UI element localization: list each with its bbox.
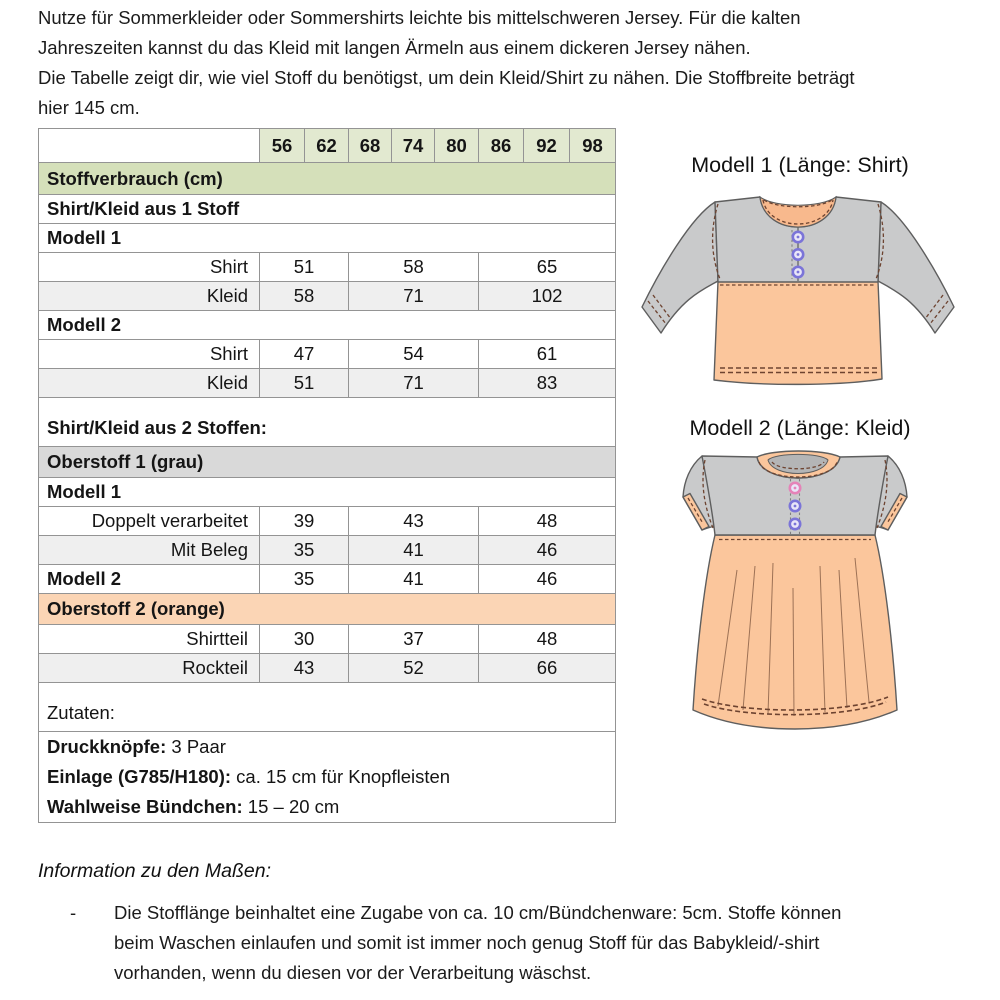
info-section-title: Information zu den Maßen: [38,860,272,882]
button-dot-icon [797,253,800,256]
value-cell: 58 [260,282,349,311]
fabric-requirements-table [38,128,616,823]
value-cell: 30 [260,625,349,654]
row-label: Mit Beleg [39,536,260,565]
section-row-oberstoff-1 [39,447,616,478]
row-label: Shirt [39,253,260,282]
zutaten-value: ca. 15 cm für Knopfleisten [231,766,451,787]
value-cell: 48 [479,625,616,654]
size-cell: 92 [524,129,570,163]
shirt-right-sleeve [878,202,954,333]
zutaten-value: 3 Paar [166,736,226,757]
size-cell: 86 [479,129,524,163]
row-label: Shirtteil [39,625,260,654]
table-row-shirtteil [39,625,616,654]
model2-title: Modell 2 (Länge: Kleid) [689,416,911,440]
zutaten-label: Wahlweise Bündchen: [47,796,243,817]
zutaten-label: Druckknöpfe: [47,736,167,757]
section-label: Stoffverbrauch (cm) [39,163,616,195]
table-row-mit-beleg [39,536,616,565]
value-cell: 54 [349,340,479,369]
section-row-zutaten [39,683,616,732]
zutaten-line-buendchen [47,792,607,822]
value-cell: 52 [349,654,479,683]
section-label: Oberstoff 2 (orange) [39,594,616,625]
value-cell: 37 [349,625,479,654]
section-row-oberstoff-2 [39,594,616,625]
size-cell: 80 [435,129,479,163]
value-cell: 65 [479,253,616,282]
model1-shirt-illustration [635,190,970,395]
size-cell: 74 [392,129,435,163]
value-cell: 47 [260,340,349,369]
value-cell: 35 [260,536,349,565]
value-cell: 48 [479,507,616,536]
table-row-modell1-kleid [39,282,616,311]
value-cell: 41 [349,536,479,565]
bullet-line: Die Stofflänge beinhaltet eine Zugabe von ca. 10 cm/Bündchenware: 5cm. Stoffe können [114,902,842,923]
bullet-marker: - [70,902,77,923]
shirt-body-orange [714,281,882,384]
shirt-left-sleeve [642,202,718,333]
value-cell: 61 [479,340,616,369]
section-label: Zutaten: [39,683,616,732]
value-cell: 71 [349,369,479,398]
value-cell: 43 [349,507,479,536]
table-row-modell2-shirt [39,340,616,369]
section-row-stoffverbrauch [39,163,616,195]
zutaten-value: 15 – 20 cm [242,796,340,817]
button-dot-icon [797,271,800,274]
size-cell: 98 [570,129,616,163]
model1-title: Modell 1 (Länge: Shirt) [691,153,909,177]
button-dot-icon [794,487,797,490]
value-cell: 102 [479,282,616,311]
section-label: Modell 1 [39,478,616,507]
table-row-modell2-oberstoff1 [39,565,616,594]
intro-paragraph [38,3,855,123]
section-row-aus-1-stoff [39,195,616,224]
size-cell: 56 [260,129,305,163]
section-label: Oberstoff 1 (grau) [39,447,616,478]
dress-skirt [693,535,897,729]
section-row-modell-1b [39,478,616,507]
button-dot-icon [797,236,800,239]
intro-line: Die Tabelle zeigt dir, wie viel Stoff du benötigst, um dein Kleid/Shirt zu nähen. Die Stoffbreite beträgt [38,67,855,88]
size-cell: 62 [305,129,349,163]
table-row-modell1-shirt [39,253,616,282]
row-label: Rockteil [39,654,260,683]
size-cell: 68 [349,129,392,163]
row-label: Kleid [39,369,260,398]
size-header-empty-cell [39,129,260,163]
section-label: Shirt/Kleid aus 2 Stoffen: [39,398,616,447]
value-cell: 71 [349,282,479,311]
value-cell: 43 [260,654,349,683]
intro-line: Nutze für Sommerkleider oder Sommershirts leichte bis mittelschweren Jersey. Für die kalten [38,7,801,28]
zutaten-content-row [39,732,616,823]
value-cell: 41 [349,565,479,594]
table-row-rockteil [39,654,616,683]
zutaten-line-druckknoepfe [47,732,607,762]
section-row-modell-1 [39,224,616,253]
bullet-text [114,898,841,988]
row-label: Kleid [39,282,260,311]
value-cell: 51 [260,369,349,398]
section-label: Modell 2 [39,311,616,340]
section-label: Modell 1 [39,224,616,253]
zutaten-line-einlage [47,762,607,792]
value-cell: 46 [479,536,616,565]
section-label: Shirt/Kleid aus 1 Stoff [39,195,616,224]
value-cell: 39 [260,507,349,536]
table-row-modell2-kleid [39,369,616,398]
value-cell: 51 [260,253,349,282]
zutaten-content-cell [39,732,616,823]
value-cell: 66 [479,654,616,683]
section-row-aus-2-stoffen [39,398,616,447]
bullet-line: vorhanden, wenn du diesen vor der Verarbeitung wäschst. [114,962,592,983]
size-header-row [39,129,616,163]
intro-line: Jahreszeiten kannst du das Kleid mit langen Ärmeln aus einem dickeren Jersey nähen. [38,37,751,58]
button-dot-icon [794,523,797,526]
row-label: Modell 2 [39,565,260,594]
bullet-line: beim Waschen einlaufen und somit ist immer noch genug Stoff für das Babykleid/-shirt [114,932,820,953]
value-cell: 46 [479,565,616,594]
button-dot-icon [794,505,797,508]
row-label: Doppelt verarbeitet [39,507,260,536]
zutaten-label: Einlage (G785/H180): [47,766,232,787]
intro-line: hier 145 cm. [38,97,140,118]
model2-dress-illustration [640,448,925,738]
value-cell: 58 [349,253,479,282]
section-row-modell-2 [39,311,616,340]
table-row-doppelt-verarbeitet [39,507,616,536]
value-cell: 83 [479,369,616,398]
value-cell: 35 [260,565,349,594]
row-label: Shirt [39,340,260,369]
